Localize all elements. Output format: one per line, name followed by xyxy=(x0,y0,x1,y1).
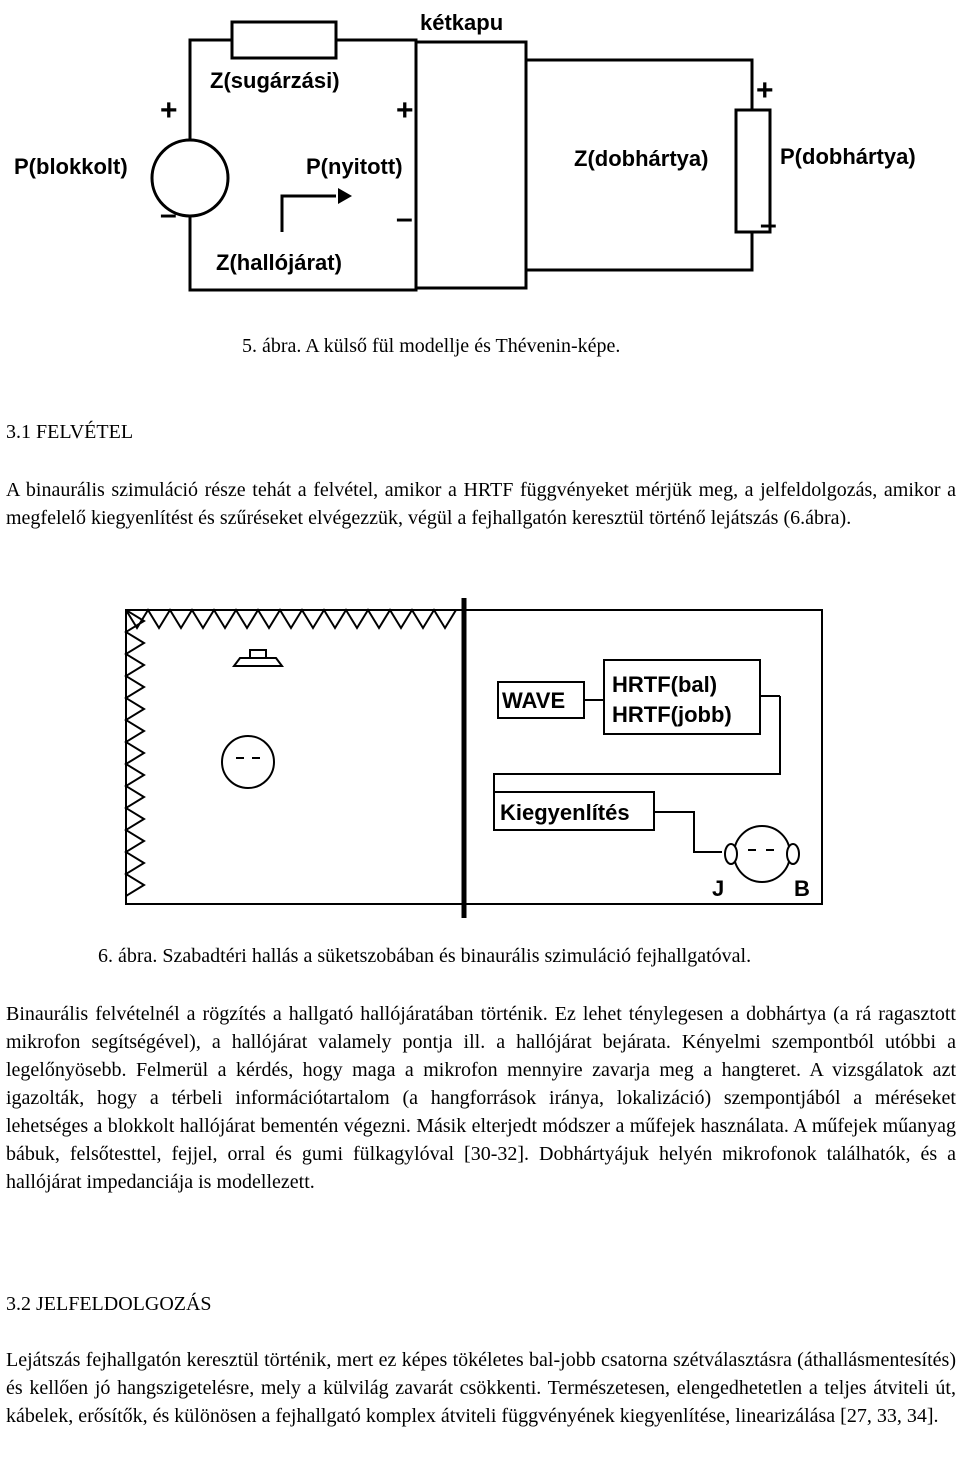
label-z-sugarzasi: Z(sugárzási) xyxy=(210,68,340,93)
plus-sign-twoport: + xyxy=(396,94,414,127)
plus-sign-eardrum: + xyxy=(756,74,774,107)
minus-sign-eardrum: – xyxy=(760,208,777,241)
body-paragraph: Binaurális felvételnél a rögzítés a hallgató hallójáratában történik. Ez lehet ténylegesen a dobhártya (a rá ragasztott mikrofon segítségével), a hallójárat valamely pontja ill. a hallójárat bejárata. Kényelmi szempontból utóbbi a legelőnyösebb. Felmerül a kérdés, hogy maga a mikrofon mennyire zavarja meg a hangteret. A vizsgálatok azt igazolták, hogy a térbeli információtartalom (a hangforrások iránya, lokalizáció) szempontjából a méréseket lehetséges a blokkolt hallójárat bementén végezni. Másik elterjedt módszer a műfejek használata. A műfejek műanyag bábuk, felsőtesttel, fejjel, orral és gumi fülkagylóval [30-32]. Dobhártyájuk helyén mikrofonok találhatók, és a hallójárat impedanciája is modellezett. xyxy=(6,1003,956,1193)
listener-head-icon xyxy=(222,736,274,788)
minus-sign-source: – xyxy=(160,198,177,231)
minus-sign-twoport: – xyxy=(396,202,413,235)
figure-5-caption: 5. ábra. A külső fül modellje és Thévenin-képe. xyxy=(242,335,621,357)
arrow-head-icon xyxy=(338,188,352,204)
figure-6 xyxy=(0,596,960,926)
label-z-hallojarat: Z(hallójárat) xyxy=(216,250,342,275)
figure-6-caption: 6. ábra. Szabadtéri hallás a süketszobában és binaurális szimuláció fejhallgatóval. xyxy=(98,945,752,967)
figure-6-diagram xyxy=(0,596,960,926)
label-j: J xyxy=(712,876,725,901)
label-z-dobhartya: Z(dobhártya) xyxy=(574,146,709,171)
figure-5-diagram xyxy=(0,0,960,300)
section-3-2-heading: 3.2 JELFELDOLGOZÁS xyxy=(6,1293,212,1315)
label-hrtf-jobb: HRTF(jobb) xyxy=(612,702,732,727)
label-wave: WAVE xyxy=(502,688,566,713)
loudspeaker-icon xyxy=(234,650,282,666)
section-3-1-paragraph: A binaurális szimuláció része tehát a felvétel, amikor a HRTF függvényeket mérjük meg, a jelfeldolgozás, amikor a megfelelő kiegyenlítést és szűréseket elvégezzük, végül a fejhallgatón keresztül történő lejátszás (6.ábra). xyxy=(6,479,956,529)
section-3-1-heading: 3.1 FELVÉTEL xyxy=(6,421,134,443)
figure-5 xyxy=(0,0,960,300)
headphone-head-icon xyxy=(725,826,799,882)
label-hrtf-bal: HRTF(bal) xyxy=(612,672,718,697)
label-kiegyenlites: Kiegyenlítés xyxy=(500,800,630,825)
label-p-dobhartya: P(dobhártya) xyxy=(780,144,916,169)
label-p-nyitott: P(nyitott) xyxy=(306,154,403,179)
label-p-blokkolt: P(blokkolt) xyxy=(14,154,128,179)
label-ketkapu: kétkapu xyxy=(420,10,504,35)
plus-sign-source: + xyxy=(160,94,178,127)
section-3-2-paragraph: Lejátszás fejhallgatón keresztül történik, mert ez képes tökéletes bal-jobb csatorna szétválasztásra (áthallásmentesítés) és kellően jó hangszigetelésre, mely a külvilág zavarát csökkenti. Természetesen, elengedhetetlen a teljes átviteli út, kábelek, erősítők, és különösen a fejhallgató komplex átviteli függvényének kiegyenlítése, linearizálása [27, 33, 34]. xyxy=(6,1349,956,1427)
label-b: B xyxy=(794,876,810,901)
